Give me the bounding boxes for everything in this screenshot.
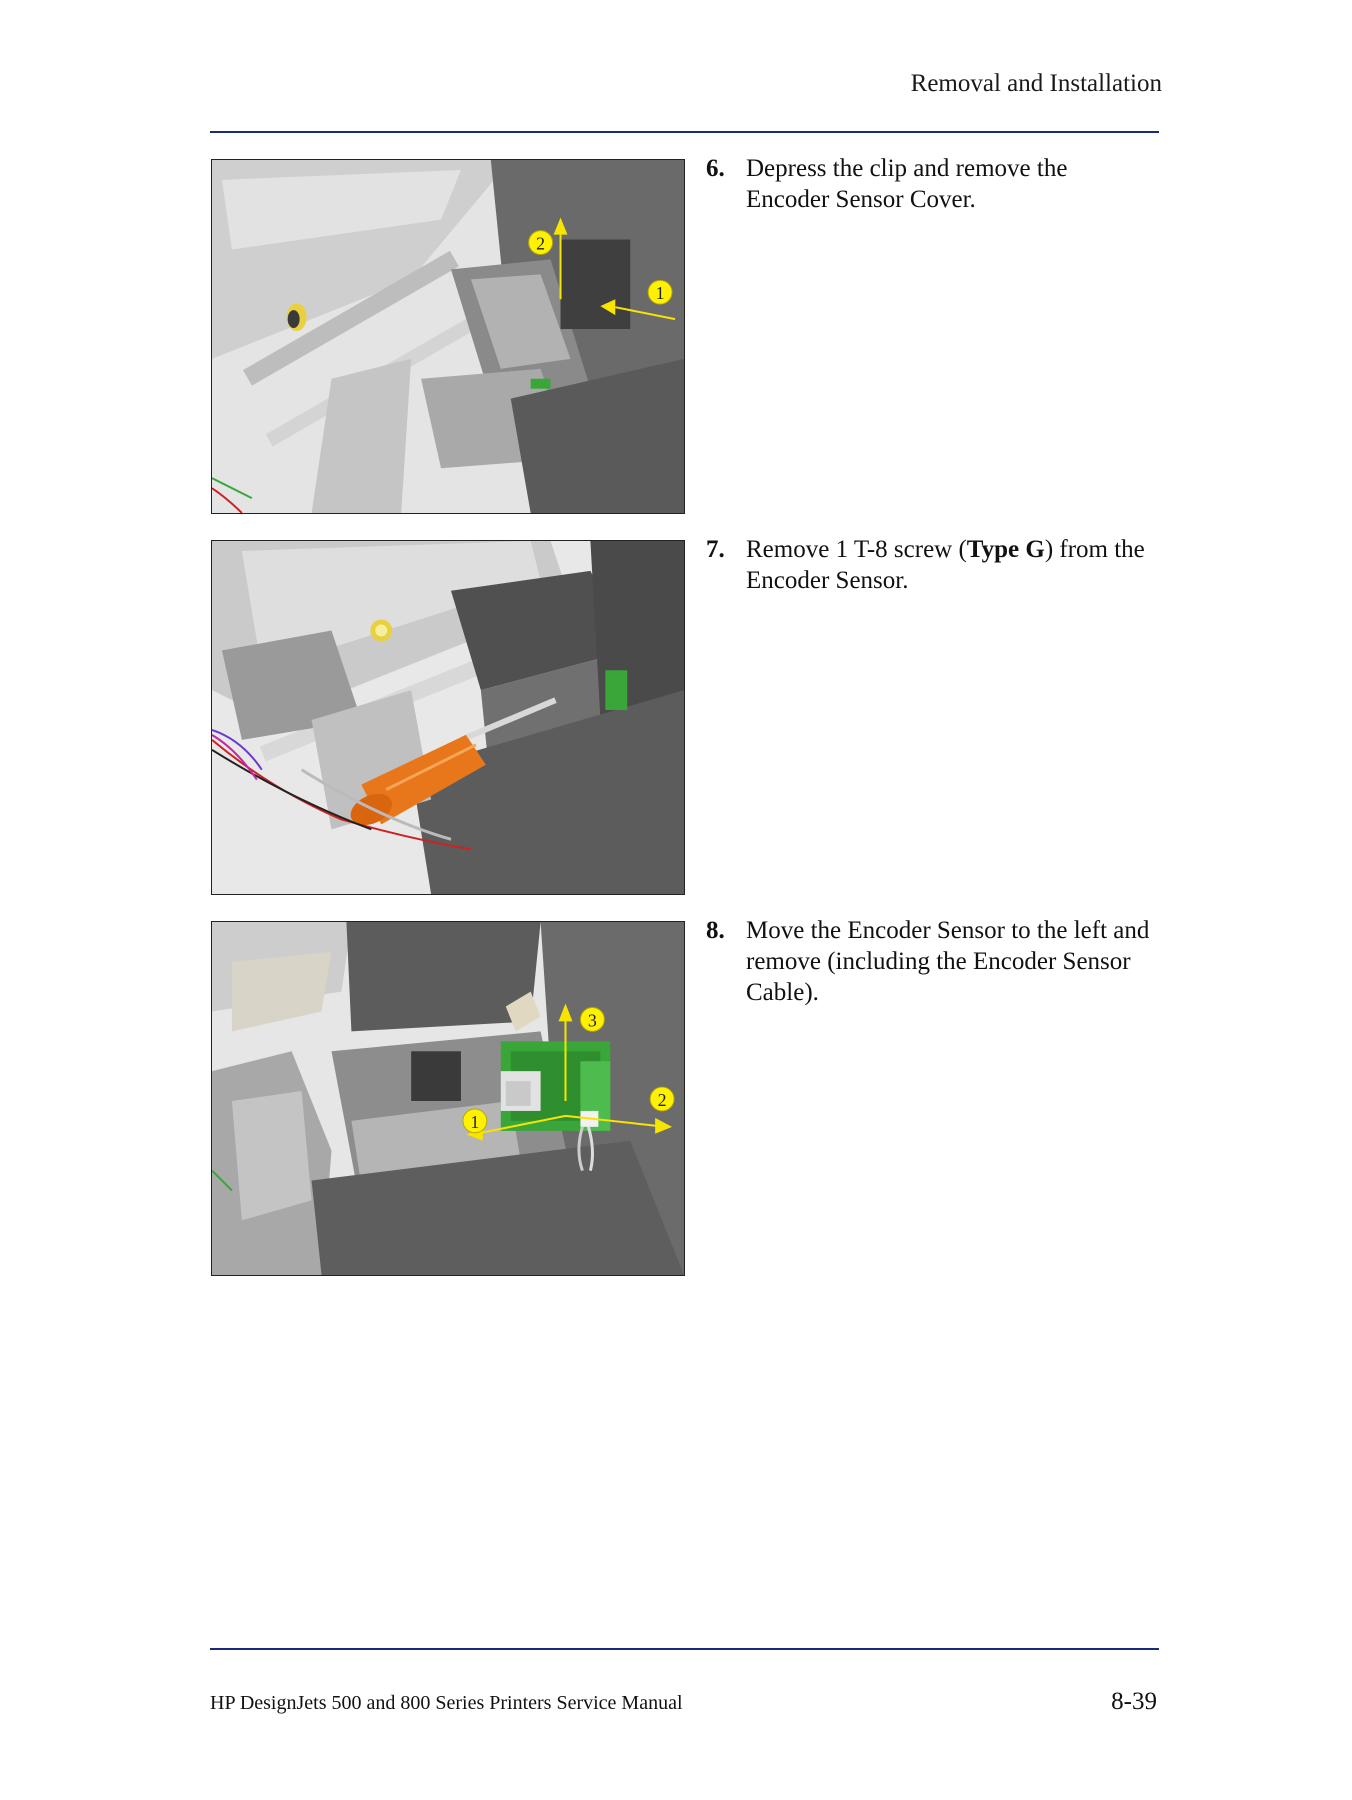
callout-1: 1: [655, 283, 665, 304]
page-number: 8-39: [1111, 1688, 1157, 1715]
section-title: Removal and Installation: [910, 70, 1162, 97]
screw-type: Type G: [966, 536, 1045, 563]
figure-encoder-sensor-cover: [211, 159, 685, 514]
step-text: Depress the clip and remove the Encoder Sensor Cover.: [746, 155, 1068, 213]
footer-rule: [210, 1648, 1159, 1650]
step-text: Remove 1 T-8 screw (Type G) from the Encoder Sensor.: [746, 536, 1145, 594]
header-rule: [210, 131, 1159, 133]
footer-manual-title: HP DesignJets 500 and 800 Series Printers Service Manual: [210, 1692, 683, 1714]
callout-3: 3: [587, 1010, 597, 1031]
step-text: Move the Encoder Sensor to the left and remove (including the Encoder Sensor Cable).: [746, 917, 1150, 1006]
step-number: 7.: [706, 536, 725, 563]
callout-2: 2: [536, 233, 546, 254]
step-6: [706, 153, 1156, 215]
step-8: [706, 915, 1156, 1008]
step-number: 8.: [706, 917, 725, 944]
step-number: 6.: [706, 155, 725, 182]
figure-move-encoder-sensor: [211, 921, 685, 1276]
figure-remove-screw: [211, 540, 685, 895]
step-7: [706, 534, 1156, 596]
callout-1: 1: [470, 1111, 480, 1132]
callout-2: 2: [657, 1089, 667, 1110]
